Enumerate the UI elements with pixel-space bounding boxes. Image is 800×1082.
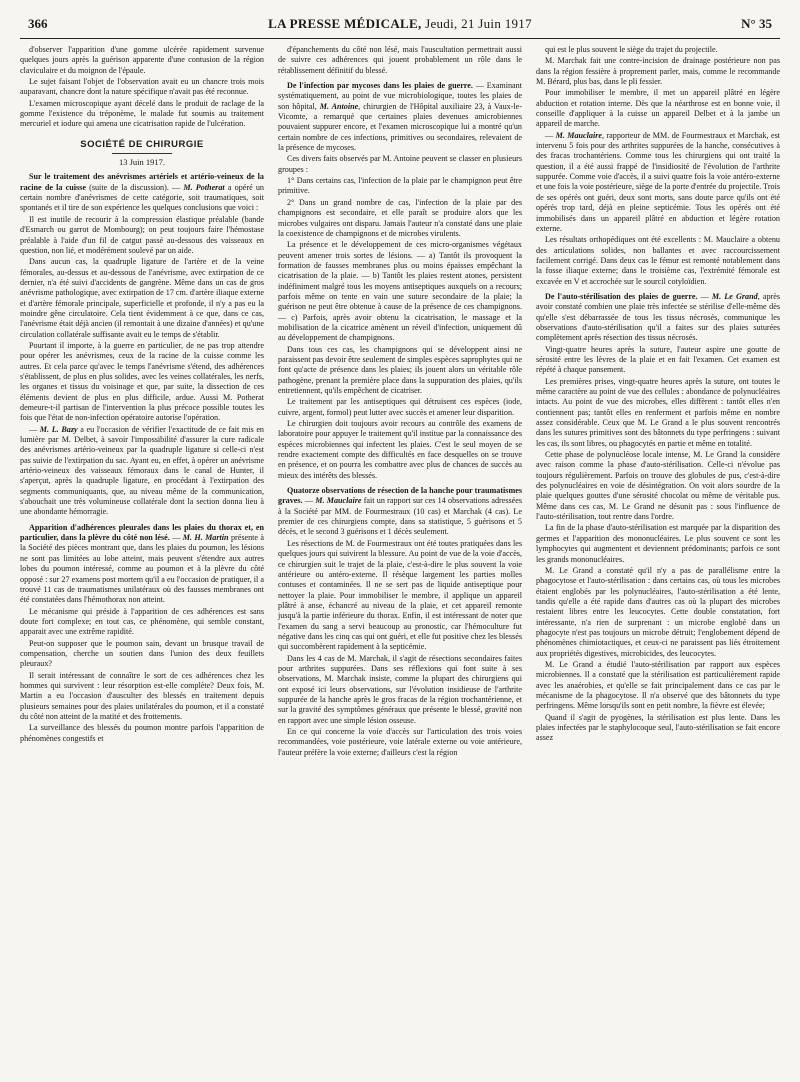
paragraph: 2° Dans un grand nombre de cas, l'infection de la plaie par des champignons est secondaire, et elle paraît se produire alors que les microbes vulgaires ont disparu. Jamais l'auteur n'a constaté dans une plaie la coexistence de champignons et de microbes virulents. (278, 197, 522, 238)
page-number: 366 (28, 16, 48, 31)
paragraph: Il serait intéressant de connaître le sort de ces adhérences chez les hommes qui survivent : leur résorption est-elle complète? Deux fois, M. Martin a eu l'occasion d'ausculter des blessés en traitement depuis plusieurs semaines pour des plaies unilatérales du poumon, et il a constaté du côté non atteint de la matité et des frottements. (20, 670, 264, 721)
paragraph: Ces divers faits observés par M. Antoine peuvent se classer en plusieurs groupes : (278, 154, 522, 174)
section-paragraph (278, 486, 522, 538)
paragraph: M. Le Grand a constaté qu'il n'y a pas de parallélisme entre la phagocytose et l'auto-stérilisation : dans certains cas, où tous les microbes étaient englobés par les polynucléaires, l'auto-stérilisation a été lente, tandis qu'elle a été rapide dans d'autres cas où la plupart des microbes restaient libres entre les leucocytes. Cette double constatation, fort intéressante, n'a rien de surprenant : un microbe englobé dans un phagocyte n'est pas toujours un microbe détruit; l'englobement dépend de phénomènes chimiotactiques, et ceux-ci ne paraissent pas liés étroitement aux propriétés digestives, microbicides, des leucocytes. (536, 565, 780, 658)
paragraph-text: , après avoir constaté combien une plaie très infectée se stérilise d'elle-même dès qu'elle s'est débarrassée de tous les tissus nécrosés, communique les observations d'auto-stérilisation qu'il a faites sur des plaies suturées complètement après résection des tissus nécrosés. (536, 291, 781, 343)
paragraph: Dans tous ces cas, les champignons qui se développent ainsi ne paraissent pas devoir être seulement de simples espèces saprophytes qui ne font qu'acte de présence dans les plaies; ils jouent alors un véritable rôle pathogène, prenant la première place dans la suppuration des plaies, qu'ils entretiennent, qu'ils empêchent de cicatriser. (278, 344, 522, 395)
discussion-paragraph (20, 172, 264, 213)
paragraph: Les résultats orthopédiques ont été excellents : M. Mauclaire a obtenu des articulations solides, non ballantes et avec raccourcissement facilement corrigé. Dans deux cas le fémur est remonté notablement dans la fosse iliaque externe; dans le troisième cas, l'extrémité fémorale est excavée en V et accrochée sur le sourcil cotyloïdien. (536, 235, 780, 286)
paragraph: Pour immobiliser le membre, il met un appareil plâtré en légère abduction et rotation interne. Dès que la néarthrose est en bonne voie, il conseille d'appliquer à la cuisse un appareil Delbet et à la jambe un appareil de marche. (536, 88, 780, 129)
author-name: M. Mauclaire (555, 130, 602, 140)
paragraph-text: a opéré un certain nombre d'anévrismes de cette catégorie, soit traumatiques, soit spontanés et il tire de son expérience les quelques conclusions que voici : (20, 182, 264, 213)
dash: — (302, 496, 316, 506)
society-name: SOCIÉTÉ DE CHIRURGIE (80, 138, 204, 150)
article-columns (20, 45, 780, 759)
society-heading (20, 140, 264, 168)
paragraph: La présence et le développement de ces micro-organismes végétaux peuvent amener trois sortes de lésions. — a) Tantôt ils provoquent la formation de fausses membranes plus ou moins épaisses empêchant la cicatrisation de la plaie. — b) Tantôt les plaies restent atones, persistent indéfiniment malgré tous les moyens antiseptiques auxquels on a recours; parfois même on tente en vain une suture secondaire de la plaie; la guérison ne peut être obtenue à cause de la présence de ces champignons. — c) Parfois, après avoir obtenu la cicatrisation, le massage et la mobilisation de la cicatrice amènent un réveil d'infection, uniquement dû au développement de champignons. (278, 240, 522, 343)
paragraph: La fin de la phase d'auto-stérilisation est marquée par la disparition des germes et l'apparition des mononucléaires. Le plus souvent ce sont les lymphocytes qui augmentent et deviennent prédominants; parfois ce sont les grands mononucléaires. (536, 523, 780, 564)
section-paragraph (536, 292, 780, 344)
column-3 (536, 45, 780, 759)
paragraph: Cette phase de polynucléose locale intense, M. Le Grand la considère avec raison comme la phase d'auto-stérilisation. Celle-ci n'évolue pas toujours régulièrement. Parfois on trouve des globules de pus, c'est-à-dire des polynucléaires en voie de désintégration. On voit alors sourdre de la plaie quelques gouttes d'une sérosité chocolat ou même de véritable pus. Même dans ces cas, M. Le Grand ne désunit pas : sous l'influence de l'auto-stérilisation, tout rentre dans l'ordre. (536, 450, 780, 522)
paragraph: Pourtant il importe, à la guerre en particulier, de ne pas trop attendre pour opérer les anévrismes, ceux de la racine de la cuisse comme les autres. Et cela parce qu'avec le temps l'anévrisme s'étend, des adhérences s'établissent, de plus en plus solides, avec les veines collatérales, les nerfs, les organes et tissus du voisinage et que, par suite, la dissection de ces éléments devient de plus en plus difficile, ardue. Aussi M. Potherat demeure-t-il partisan de l'intervention la plus précoce possible toutes les fois que l'état de non-infection opératoire autorise l'opération. (20, 340, 264, 423)
author-name: M. Antoine (319, 101, 359, 111)
paragraph-text: , rapporteur de MM. de Fourmestraux et Marchak, est intervenu 5 fois pour des arthrites suppurées de la hanche, consécutives à des fracas trochantériens. Comme tous les chirurgiens qui ont traité la question, il a été aussi frappé de l'insidiosité de l'évolution de l'arthrite suppurée. Comme voie d'accès, il a suivi quatre fois la voie antéro-externe et une fois la voie postérieure, siège de la porte d'entrée du projectile. Trois de ses opérés ont guéri, deux sont morts, sans doute parce qu'ils ont été opérés trop tard, déjà en pleine septicémie. Tous les opérés ont été immobilisés dans un appareil plâtré en abduction et légère rotation externe. (536, 130, 781, 233)
section-note: (suite de la discussion). — (85, 182, 184, 192)
paragraph: Dans les 4 cas de M. Marchak, il s'agit de résections secondaires faites pour arthrites suppurées. Dans ses réflexions qui font suite à ses observations, M. Marchak insiste, comme la plupart des chirurgiens qui ont exposé ici leurs observations, sur l'évolution insidieuse de l'arthrite suppurée de la hanche après le gros fracas de la région trochantérienne, et sur la gravité des symptômes généraux que présente le blessé, gravité non en rapport avec une simple lésion osseuse. (278, 653, 522, 725)
divider (112, 153, 172, 154)
paragraph: Dans aucun cas, la quadruple ligature de l'artère et de la veine fémorales, au-dessus et au-dessous de l'anévrisme, avec extirpation de ce dernier, n'a été suivi d'accidents de gangrène. Même dans un cas de gros anévrisme pathologique, avec extirpation de 17 cm. d'artère iliaque externe et d'artère fémorale principale, superficielle et profonde, il n'y a pas eu la moindre gêne circulatoire. Cela tient évidemment à ce que, dans ce cas, l'anévrisme était déjà ancien (il remontait à une dizaine d'années) et qu'une circulation collatérale suffisante avait eu le temps de s'établir. (20, 257, 264, 339)
paragraph-text: , chirurgien de l'Hôpital auxiliaire 23, à Vaux-le-Vicomte, a remarqué que certaines plaies devenues amicrobiennes pouvaient suppurer encore, et l'examen microscopique lui a montré qu'un certain nombre de ces infections, primitives ou secondaires, relevaient de la présence de mycoses. (278, 101, 522, 153)
paragraph: d'observer l'apparition d'une gomme ulcérée rapidement survenue quelques jours après la guérison apparente d'une contusion de la région claviculaire et du moignon de l'épaule. (20, 45, 264, 75)
paragraph: L'examen microscopique ayant décelé dans le produit de raclage de la gomme l'existence du tréponème, le malade fut soumis au traitement mercuriel et iodure qui amena une cicatrisation rapide de l'ulcération. (20, 98, 264, 129)
paragraph: Le chirurgien doit toujours avoir recours au contrôle des examens de laboratoire pour appuyer le traitement qu'il institue par la connaissance des espèces microbiennes qui infectent les plaies. C'est le seul moyen de se rendre exactement compte des difficultés en face desquelles on se trouve en présence, et on pourra les combattre avec plus de chances de succès au mieux des intérêts des blessés. (278, 419, 522, 480)
paragraph: Quand il s'agit de pyogènes, la stérilisation est plus lente. Dans les plaies infectées par le staphylocoque seul, l'auto-stérilisation se fait encore assez (536, 712, 780, 743)
paragraph-text: — Examinant systématiquement, au point de vue microbiologique, toutes les plaies de son hôpital, (278, 81, 522, 111)
paragraph: Le traitement par les antiseptiques qui détruisent ces espèces (iode, cuivre, argent, formol) peut lutter avec succès et amener leur disparition. (278, 397, 522, 417)
section-title: De l'auto-stérilisation des plaies de guerre. (545, 291, 698, 301)
paragraph-text: fait un rapport sur ces 14 observations adressées à la Société par MM. de Fourmestraux (10 cas) et Marchak (4 cas). Le premier de ces chirurgiens compte, dans sa statistique, 5 guérisons et 5 décès, et le second 3 guérisons et 1 décès seulement. (278, 496, 523, 537)
paragraph: Il est inutile de recourir à la compression élastique préalable (bande d'Esmarch ou garrot de Mombourg); on peut toujours faire l'hémostase préalable à l'aide d'un fil de catgut passé au-dessous des vaisseaux en question, non lié, et modérément soulevé par un aide. (20, 214, 264, 255)
issue-number: N° 35 (741, 16, 772, 31)
section-title: De l'infection par mycoses dans les plaies de guerre. (287, 81, 473, 91)
paragraph: Le sujet faisant l'objet de l'observation avait eu un chancre trois mois auparavant, chancre dont la nature spécifique n'avait pas été reconnue. (20, 77, 264, 97)
author-name: M. Potherat (183, 182, 225, 192)
dash: — (697, 291, 712, 301)
paragraph: Vingt-quatre heures après la suture, l'auteur aspire une goutte de sérosité entre les lèvres de la plaie et en fait l'examen. Cet examen est répété à chaque pansement. (536, 344, 780, 375)
paragraph: En ce qui concerne la voie d'accès sur l'articulation des trois voies recommandées, voie postérieure, voie latérale externe ou voie antérieure, l'auteur préfère la voie externe; d'ailleurs c'est la région (278, 727, 522, 757)
column-1 (20, 45, 264, 759)
paragraph: — M. L. Bazy a eu l'occasion de vérifier l'exactitude de ce fait mis en lumière par M. Delbet, à savoir l'impossibilité d'assurer la cure radicale des anévrismes artério-veineux par la quadruple ligature si celle-ci n'est pas suivie de l'extirpation du sac. Ayant eu, en effet, à opérer un anévrisme artério-veineux des vaisseaux fémoraux dans le canal de Hunter, il s'aperçut, après la quadruple ligature, en procédant à l'extirpation des segments communiquants, que, au niveau même de la communication, s'abouchait une très volumineuse collatérale dont la section donna lieu à une abondante hémorragie. (20, 424, 264, 517)
paragraph: Les résections de M. de Fourmestraux ont été toutes pratiquées dans les quelques jours qui suivirent la blessure. Au point de vue de la voie d'accès, ce chirurgien suit le trajet de la plaie, c'est-à-dire le plus souvent la voie antérieure ou antéro-externe. Il résèque largement les parties molles contuses et contaminées. Il ne se sert pas de liquide antiseptique pour nettoyer la plaie. Pour immobiliser le membre, il applique un appareil plâtré à anse, échancré au niveau de la plaie, et cet appareil remonte jusqu'à la partie inférieure du thorax. Enfin, il est intéressant de noter que l'examen du sang a servi beaucoup au pronostic, car l'hémoculture fut négative dans les cinq cas qui ont guéri, et elle fut positive chez les blessés qui succombèrent rapidement à la septicémie. (278, 538, 522, 652)
paragraph-text: a eu l'occasion de vérifier l'exactitude de ce fait mis en lumière par M. Delbet, à savoir l'impossibilité d'assurer la cure radicale des anévrismes artério-veineux par la quadruple ligature si celle-ci n'est pas suivie de l'extirpation du sac. Ayant eu, en effet, à opérer un anévrisme artério-veineux des vaisseaux fémoraux dans le canal de Hunter, il s'aperçut, après la quadruple ligature, en procédant à l'extirpation des segments communiquants, que, au niveau même de la communication, s'abouchait une très volumineuse collatérale dont la section donna lieu à une abondante hémorragie. (20, 424, 264, 517)
journal-title (20, 16, 780, 32)
paragraph: Le mécanisme qui préside à l'apparition de ces adhérences est sans doute fort complexe; en tout cas, ce phénomène, qui semble constant, apparait avec une extrême rapidité. (20, 606, 264, 637)
paragraph: — M. Mauclaire, rapporteur de MM. de Fourmestraux et Marchak, est intervenu 5 fois pour des arthrites suppurées de la hanche, consécutives à des fracas trochantériens. Comme tous les chirurgiens qui ont traité la question, il a été aussi frappé de l'insidiosité de l'évolution de l'arthrite suppurée. Comme voie d'accès, il a suivi quatre fois la voie antéro-externe et une fois la voie postérieure, siège de la porte d'entrée du projectile. Trois de ses opérés ont guéri, deux sont morts, sans doute parce qu'ils ont été opérés trop tard, déjà en pleine septicémie. Tous les opérés ont été immobilisés dans un appareil plâtré en abduction et légère rotation externe. (536, 130, 781, 233)
section-paragraph (278, 81, 522, 153)
paragraph: d'épanchements du côté non lésé, mais l'auscultation permettrait aussi de suivre ces adhérences qui jouent probablement un rôle dans le rétablissement définitif du blessé. (278, 45, 522, 75)
author-name: M. H. Martin (182, 533, 229, 543)
session-date: 13 Juin 1917. (118, 157, 166, 168)
paragraph: M. Marchak fait une contre-incision de drainage postérieure non pas dans la région fessière à proprement parler, mais, comme le recommande M. Bérard, plus bas, dans le pli fessier. (536, 56, 780, 87)
author-name: M. Mauclaire (315, 496, 362, 506)
issue-date: Jeudi, 21 Juin 1917 (421, 16, 532, 31)
section-title: Quatorze observations de résection de la hanche pour traumatismes graves. (278, 486, 523, 506)
author-name: M. Le Grand (711, 291, 758, 301)
section-title: Sur le traitement des anévrismes artériels et artério-veineux de la racine de la cuisse (20, 172, 264, 192)
page-header (20, 14, 780, 39)
section-title: Apparition d'adhérences pleurales dans les plaies du thorax et, en particulier, dans la plèvre du côté non lésé. (20, 522, 264, 543)
paragraph: La surveillance des blessés du poumon montre parfois l'apparition de phénomènes congestifs et (20, 723, 264, 743)
section-paragraph: Apparition d'adhérences pleurales dans les plaies du thorax et, en particulier, dans la plèvre du côté non lésé. — M. H. Martin présente à la Société des pièces montrant que, dans les plaies du poumon, les lésions ne sont pas limitées au lobe atteint, mais peuvent s'étendre aux autres lobes du poumon intéressé, comme au poumon et à la plèvre du côté opposé : sur 27 examens post mortem qu'il a eu l'occasion de pratiquer, il a trouvé 11 cas de traumatismes unilatéraux où des fausses membranes ont été constatées dans l'hémothorax non atteint. (20, 522, 264, 605)
paragraph: M. Le Grand a étudié l'auto-stérilisation par rapport aux espèces microbiennes. Il a constaté que la stérilisation est particulièrement rapide avec les anaérobies, et qu'elle se fait principalement dans ce cas par le mécanisme de la phagocytose. Il n'a observé que des bâtonnets du type perfringens. Même lorsqu'ils sont en petit nombre, la fièvre est élevée; (536, 659, 780, 711)
paragraph: qui est le plus souvent le siège du trajet du projectile. (545, 45, 718, 54)
author-name: M. L. Bazy (39, 424, 78, 434)
paragraph: Les premières prises, vingt-quatre heures après la suture, ont toutes le même caractère au point de vue des cellules : abondance de polynucléaires intacts. Au point de vue des microbes, elles diffèrent : tantôt elles n'en contiennent pas; tantôt elles en renferment et parfois même en nombre assez considérable. Ceux que M. Le Grand a le plus souvent rencontrés dans les sutures primitives sont des bâtonnets du type perfringens : suivant les cas, ils sont libres, ou phagocytés en partie et même en totalité. (536, 376, 780, 448)
paragraph: 1° Dans certains cas, l'infection de la plaie par le champignon peut être primitive. (278, 176, 522, 196)
paragraph: Peut-on supposer que le poumon sain, devant un brusque travail de compensation, cherche un soutien dans l'union des deux feuillets pleuraux? (20, 638, 264, 669)
paragraph-text: présente à la Société des pièces montrant que, dans les plaies du poumon, les lésions ne sont pas limitées au lobe atteint, mais peuvent s'étendre aux autres lobes du poumon intéressé, comme au poumon et à la plèvre du côté opposé : sur 27 examens post mortem qu'il a eu l'occasion de pratiquer, il a trouvé 11 cas de traumatismes unilatéraux où des fausses membranes ont été constatées dans l'hémothorax non atteint. (20, 533, 264, 605)
journal-name: LA PRESSE MÉDICALE, (268, 16, 422, 31)
column-2 (278, 45, 522, 759)
